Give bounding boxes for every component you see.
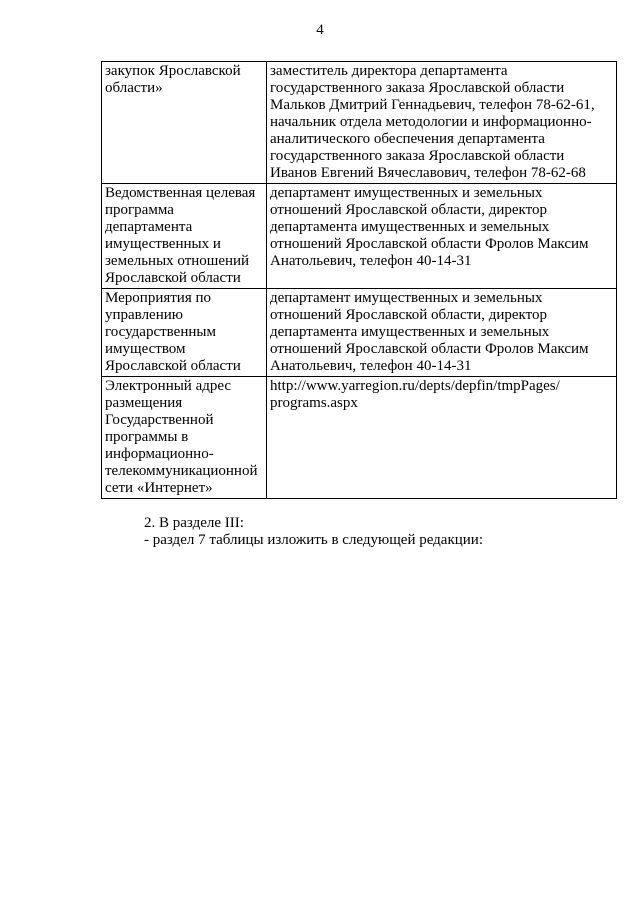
cell-text-line: закупок Ярославской [105,63,241,79]
cell-text-line: департамента имущественных и земельных [270,219,550,235]
cell-text-line: Ярославской области [105,358,241,374]
cell-text-line: заместитель директора департамента [270,63,508,79]
table-cell-label [102,377,267,499]
table-cell-value [267,377,617,499]
cell-text-line: Ярославской области [105,270,241,286]
cell-text-line: аналитического обеспечения департамента [270,131,545,147]
cell-text-line: Мальков Дмитрий Геннадьевич, телефон 78-62-61, [270,97,595,113]
cell-text-line: государственного заказа Ярославской области [270,148,565,164]
cell-text-line: имущественных и [105,236,221,252]
cell-text-line: начальник отдела методологии и информационно- [270,114,592,130]
cell-text-line: управлению [105,307,183,323]
cell-text-line: департамента имущественных и земельных [270,324,550,340]
cell-text-line: http://www.yarregion.ru/depts/depfin/tmpPages/ [270,378,560,394]
cell-text-line: государственного заказа Ярославской области [270,80,565,96]
cell-text-line: Электронный адрес [105,378,232,394]
cell-text-line: телекоммуникационной [105,463,258,479]
cell-text-line: департамент имущественных и земельных [270,290,543,306]
cell-text-line: размещения [105,395,183,411]
cell-text-line: отношений Ярославской области Фролов Максим [270,341,589,357]
table-row [102,377,617,499]
cell-text-line: Анатольевич, телефон 40-14-31 [270,253,472,269]
cell-text-line: Мероприятия по [105,290,212,306]
table-row [102,289,617,377]
table-cell-label [102,184,267,289]
cell-text-line: департамент имущественных и земельных [270,185,543,201]
cell-text-line: программы в [105,429,189,445]
cell-text-line: отношений Ярославской области Фролов Максим [270,236,589,252]
cell-text-line: сети «Интернет» [105,480,213,496]
table-cell-value [267,62,617,184]
table-cell-value [267,289,617,377]
cell-text-line: Ведомственная целевая [105,185,256,201]
responsibility-table [101,61,617,499]
table-cell-value [267,184,617,289]
cell-text-line: Государственной [105,412,214,428]
cell-text-line: отношений Ярославской области, директор [270,307,547,323]
cell-text-line: имуществом [105,341,186,357]
paragraph-instruction: - раздел 7 таблицы изложить в следующей редакции: [144,532,484,548]
table-cell-label [102,62,267,184]
cell-text-line: отношений Ярославской области, директор [270,202,547,218]
cell-text-line: департамента [105,219,193,235]
cell-text-line: programs.aspx [270,395,358,411]
table-cell-label [102,289,267,377]
cell-text-line: информационно- [105,446,214,462]
table-row [102,184,617,289]
table-row [102,62,617,184]
cell-text-line: программа [105,202,174,218]
cell-text-line: Анатольевич, телефон 40-14-31 [270,358,472,374]
cell-text-line: государственным [105,324,216,340]
page-number: 4 [316,22,324,38]
table-body [102,62,617,499]
cell-text-line: области» [105,80,163,96]
cell-text-line: Иванов Евгений Вячеславович, телефон 78-62-68 [270,165,586,181]
paragraph-section-heading: 2. В разделе III: [144,515,244,531]
cell-text-line: земельных отношений [105,253,250,269]
